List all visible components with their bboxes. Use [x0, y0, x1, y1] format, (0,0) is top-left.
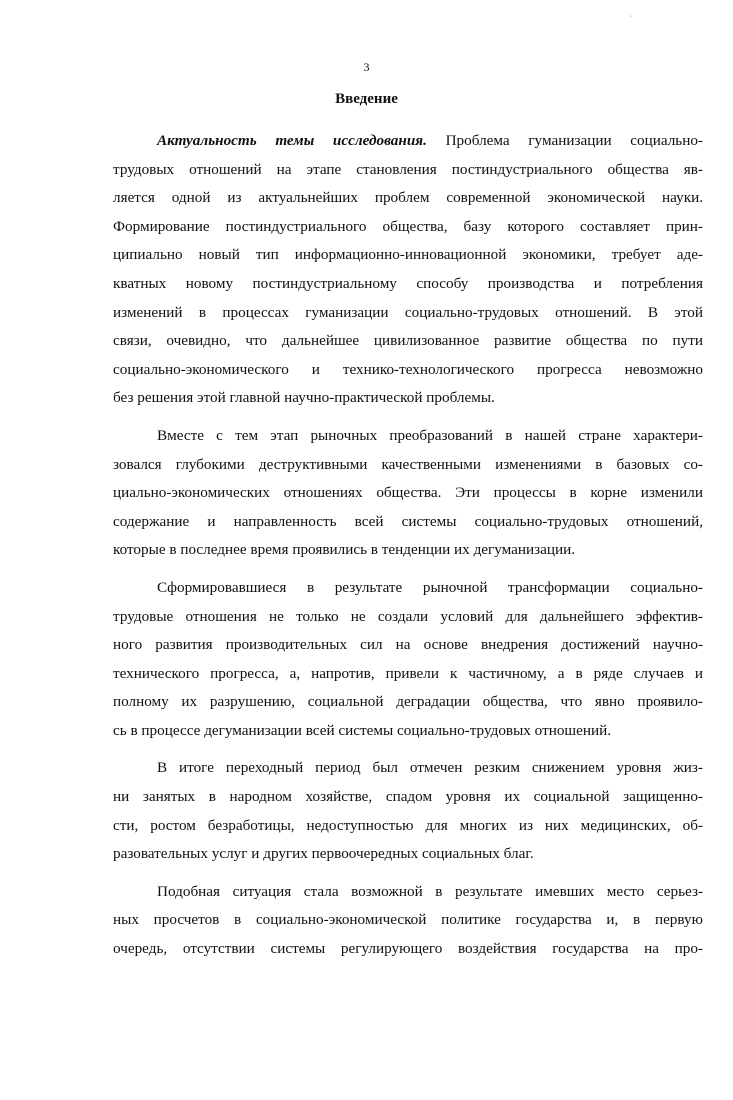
- paragraph-line: Сформировавшиеся в результате рыночной трансформации социально-: [157, 578, 703, 596]
- paragraph-line: сти, ростом безработицы, недоступностью для многих из них медицинских, об-: [113, 816, 703, 834]
- paragraph-line: Формирование постиндустриального общества, базу которого составляет прин-: [113, 217, 703, 235]
- paragraph-line: разовательных услуг и других первоочередных социальных благ.: [113, 845, 534, 863]
- page-number: 3: [363, 60, 370, 74]
- paragraph-line: содержание и направленность всей системы социально-трудовых отношений,: [113, 512, 703, 530]
- paragraph-line: социально-экономического и технико-технологического прогресса невозможно: [113, 360, 703, 378]
- paragraph-line: ляется одной из актуальнейших проблем современной экономической науки.: [113, 189, 703, 207]
- paragraph-line: трудовых отношений на этапе становления постиндустриального общества яв-: [113, 160, 703, 178]
- paragraph-line: без решения этой главной научно-практической проблемы.: [113, 389, 495, 407]
- paragraph-line: циально-экономических отношениях общества. Эти процессы в корне изменили: [113, 484, 703, 502]
- corner-mark: ': [630, 14, 632, 23]
- paragraph-line: трудовые отношения не только не создали условий для дальнейшего эффектив-: [113, 607, 703, 625]
- paragraph-line: ного развития производительных сил на основе внедрения достижений научно-: [113, 636, 703, 654]
- paragraph-line: очередь, отсутствии системы регулирующего воздействия государства на про-: [113, 940, 703, 958]
- paragraph-line: зовался глубокими деструктивными качественными изменениями в базовых со-: [113, 455, 703, 473]
- document-body: [113, 127, 703, 964]
- section-lead: Актуальность темы исследования.: [157, 132, 427, 149]
- paragraph-line: ных просчетов в социально-экономической политике государства и, в первую: [113, 911, 703, 929]
- paragraph-line: связи, очевидно, что дальнейшее цивилизованное развитие общества по пути: [113, 332, 703, 350]
- paragraph-line: полному их разрушению, социальной деградации общества, что явно проявило-: [113, 693, 703, 711]
- paragraph-line: Подобная ситуация стала возможной в результате имевших место серьез-: [157, 882, 703, 900]
- paragraph-line: технического прогресса, а, напротив, привели к частичному, а в ряде случаев и: [113, 664, 703, 682]
- paragraph-line: ни занятых в народном хозяйстве, спадом уровня их социальной защищенно-: [113, 788, 703, 806]
- paragraph-line: В итоге переходный период был отмечен резким снижением уровня жиз-: [157, 759, 703, 777]
- paragraph-line: сь в процессе дегуманизации всей системы социально-трудовых отношений.: [113, 721, 612, 739]
- paragraph-line: которые в последнее время проявились в тенденции их дегуманизации.: [113, 541, 576, 559]
- paragraph-line: кватных новому постиндустриальному способу производства и потребления: [113, 274, 703, 292]
- paragraph-line: изменений в процессах гуманизации социально-трудовых отношений. В этой: [113, 303, 703, 321]
- page-title: Введение: [335, 91, 398, 107]
- paragraph-line: Актуальность темы исследования. Проблема гуманизации социально-: [157, 132, 703, 149]
- paragraph-line: Вместе с тем этап рыночных преобразований в нашей стране характери-: [157, 426, 703, 444]
- paragraph-line: ципиально новый тип информационно-инновационной экономики, требует аде-: [113, 246, 703, 264]
